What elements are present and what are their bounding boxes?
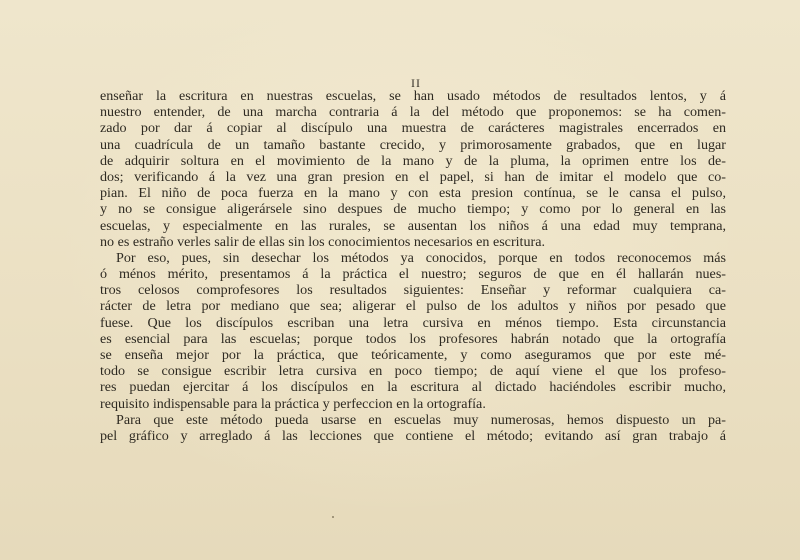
text-line: se enseña mejor por la práctica, que teóricamente, y como aseguramos que por este mé- bbox=[100, 347, 726, 363]
paragraph-start-line: Para que este método pueda usarse en escuelas muy numerosas, hemos dispuesto un pa- bbox=[116, 411, 726, 428]
text-line: de adquirir soltura en el movimiento de la mano y de la pluma, la oprimen entre los de- bbox=[100, 152, 726, 169]
text-line: y no se consigue aligerársele sino despues de mucho tiempo; y como por lo general en las bbox=[100, 201, 726, 218]
text-line: pian. El niño de poca fuerza en la mano y con esta presion contínua, se le cansa el pulso, bbox=[100, 185, 726, 202]
text-line: enseñar la escritura en nuestras escuelas, se han usado métodos de resultados lentos, y á bbox=[100, 88, 726, 104]
text-line: escuelas, y especialmente en las rurales, se ausentan los niños á una edad muy temprana, bbox=[100, 217, 726, 234]
text-line: ó ménos mérito, presentamos á la práctica el nuestro; seguros de que en él hallarán nues- bbox=[100, 266, 726, 283]
paragraph-start-line: Por eso, pues, sin desechar los métodos ya conocidos, porque en todos reconocemos más bbox=[116, 249, 726, 266]
page-number: II bbox=[411, 76, 421, 90]
text-line: es esencial para las escuelas; porque todos los profesores habrán notado que la ortografía bbox=[100, 330, 726, 347]
text-line: una cuadrícula de un tamaño bastante crecido, y primorosamente grabados, que en lugar bbox=[100, 136, 726, 153]
text-line: no es estraño verles salir de ellas sin los conocimientos necesarios en escritura. bbox=[100, 233, 545, 250]
text-line: fuese. Que los discípulos escriban una letra cursiva en ménos tiempo. Esta circunstancia bbox=[100, 314, 726, 331]
text-line: res puedan ejercitar á los discípulos en la escritura al dictado haciéndoles escribir mucho, bbox=[100, 379, 726, 396]
text-line: zado por dar á copiar al discípulo una muestra de carácteres magistrales encerrados en bbox=[100, 120, 726, 137]
text-line: nuestro entender, de una marcha contraria á la del método que proponemos: se ha comen- bbox=[100, 104, 726, 121]
text-line: dos; verificando á la vez una gran presion en el papel, si han de imitar el modelo que co- bbox=[100, 168, 726, 185]
text-line: requisito indispensable para la práctica y perfeccion en la ortografía. bbox=[100, 395, 486, 412]
text-line: rácter de letra por mediano que sea; aligerar el pulso de los adultos y niños por pesado que bbox=[100, 298, 726, 315]
text-line: todo se consigue escribir letra cursiva en poco tiempo; de aquí viene el que los profeso- bbox=[100, 363, 726, 380]
paper-speck bbox=[332, 516, 334, 518]
body-text bbox=[100, 88, 726, 444]
text-line: tros celosos comprofesores los resultados siguientes: Enseñar y reformar cualquiera ca- bbox=[100, 282, 726, 299]
text-line: pel gráfico y arreglado á las lecciones que contiene el método; evitando así gran trabajo á bbox=[100, 427, 726, 444]
